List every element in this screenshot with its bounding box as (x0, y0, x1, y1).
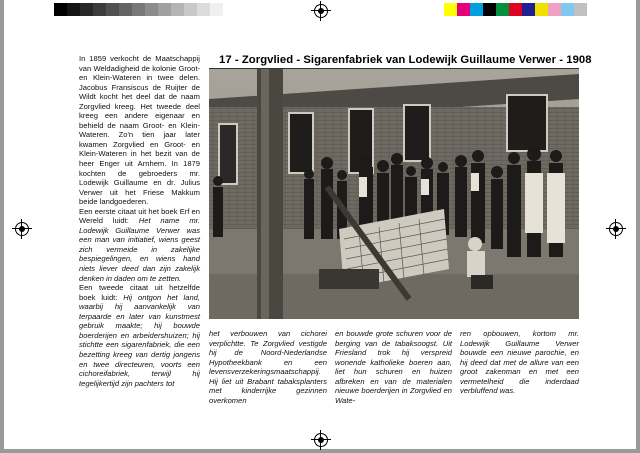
page-title: 17 - Zorgvlied - Sigarenfabriek van Lodewijk Guillaume Verwer - 1908 (219, 54, 592, 66)
bottom-column-3: ren opbouwen, kortom mr. Lodewijk Guillaume Verwer bouwde een nieuwe parochie, en hij deed dat met de allure van een groot zakenman en met een vermetelheid die inderdaad verbluffend was. (460, 329, 579, 396)
gray-swatch-1 (67, 3, 80, 16)
gray-swatch-13 (223, 3, 236, 16)
color-swatch-4 (496, 3, 509, 16)
bottom-column-1: het verbouwen van cichorei verplichtte. Te Zorgvlied vestigde hij de Noord-Nederlandse Hypotheekbank en een levensverzekeringsmaatschappij. Hij liet uit Brabant tabaksplanters met kinderrijke gezinnen overkomen (209, 329, 327, 405)
color-swatch-6 (522, 3, 535, 16)
historic-group-photo (209, 69, 579, 319)
left-paragraph-2: Een eerste citaat uit het boek Erf en Wereld luidt: Het name mr. Lodewijk Guillaume Verwer was een man van initiatief, wiens geest zich vermeide in zakelijke bespiegelingen, en wiens hand niets liever deed dan zijn zakelijk denken in daden om te zetten. (79, 206, 200, 283)
left-paragraph-3: Een tweede citaat uit hetzelfde boek luidt: Hij ontgon het land, waarbij hij aanvankelijk van terpaarde en later van kunstmest gebruik maakte; hij bouwde boerderijen en arbeidershuizen; hij stichtte een sigarenfabriek, die een bezetting kreeg van dertig jongens en twee directeuren, voorts een cichoreifabriek, terwijl hij tegelijkertijd zijn pachters tot (79, 283, 200, 388)
gray-swatch-11 (197, 3, 210, 16)
gray-swatch-0 (54, 3, 67, 16)
registration-mark-right (609, 222, 623, 236)
gray-swatch-8 (158, 3, 171, 16)
gray-swatch-3 (93, 3, 106, 16)
gray-swatch-2 (80, 3, 93, 16)
gray-calibration-strip (54, 3, 236, 16)
gray-swatch-5 (119, 3, 132, 16)
gray-swatch-10 (184, 3, 197, 16)
left-paragraph-1: In 1859 verkocht de Maatschappij van Weldadigheid de kolonie Groot- en Klein-Wateren in twee delen. Jacobus Fransiscus de Ruijter de Wildt kocht het deel dat de naam Zorgvlied kreeg. Het tweede deel kreeg een andere eigenaar en behield de naam Groot- en Klein-Wateren. Zo'n tien jaar later kwamen Zorgvlied en Groot- en Klein-Wateren in het bezit van de heer Enger uit Arnhem. In 1879 kochten de gebroeders mr. Lodewijk Guillaume en dr. Julius Verwer uit het Friese Makkum beide landgoederen. (79, 54, 200, 207)
color-swatch-11 (587, 3, 600, 16)
gray-swatch-7 (145, 3, 158, 16)
color-swatch-7 (535, 3, 548, 16)
color-swatch-9 (561, 3, 574, 16)
page-sheet (4, 0, 636, 449)
gray-swatch-6 (132, 3, 145, 16)
gray-swatch-12 (210, 3, 223, 16)
color-swatch-3 (483, 3, 496, 16)
registration-mark-bottom (314, 433, 328, 447)
color-swatch-8 (548, 3, 561, 16)
gray-swatch-4 (106, 3, 119, 16)
bottom-column-2: en bouwde grote schuren voor de berging van de tabaksoogst. Uit Friesland trok hij verspreid wonende katholieke boeren aan, liet hun schuren en huizen afbreken en van de materialen nieuwe boerderijen in Zorgvlied en Wate- (335, 329, 452, 405)
registration-mark-top (314, 4, 328, 18)
left-text-column (79, 54, 200, 388)
photo-illustration (209, 69, 579, 319)
color-swatch-10 (574, 3, 587, 16)
color-calibration-strip (444, 3, 600, 16)
gray-swatch-9 (171, 3, 184, 16)
color-swatch-0 (444, 3, 457, 16)
color-swatch-1 (457, 3, 470, 16)
color-swatch-5 (509, 3, 522, 16)
color-swatch-2 (470, 3, 483, 16)
registration-mark-left (15, 222, 29, 236)
